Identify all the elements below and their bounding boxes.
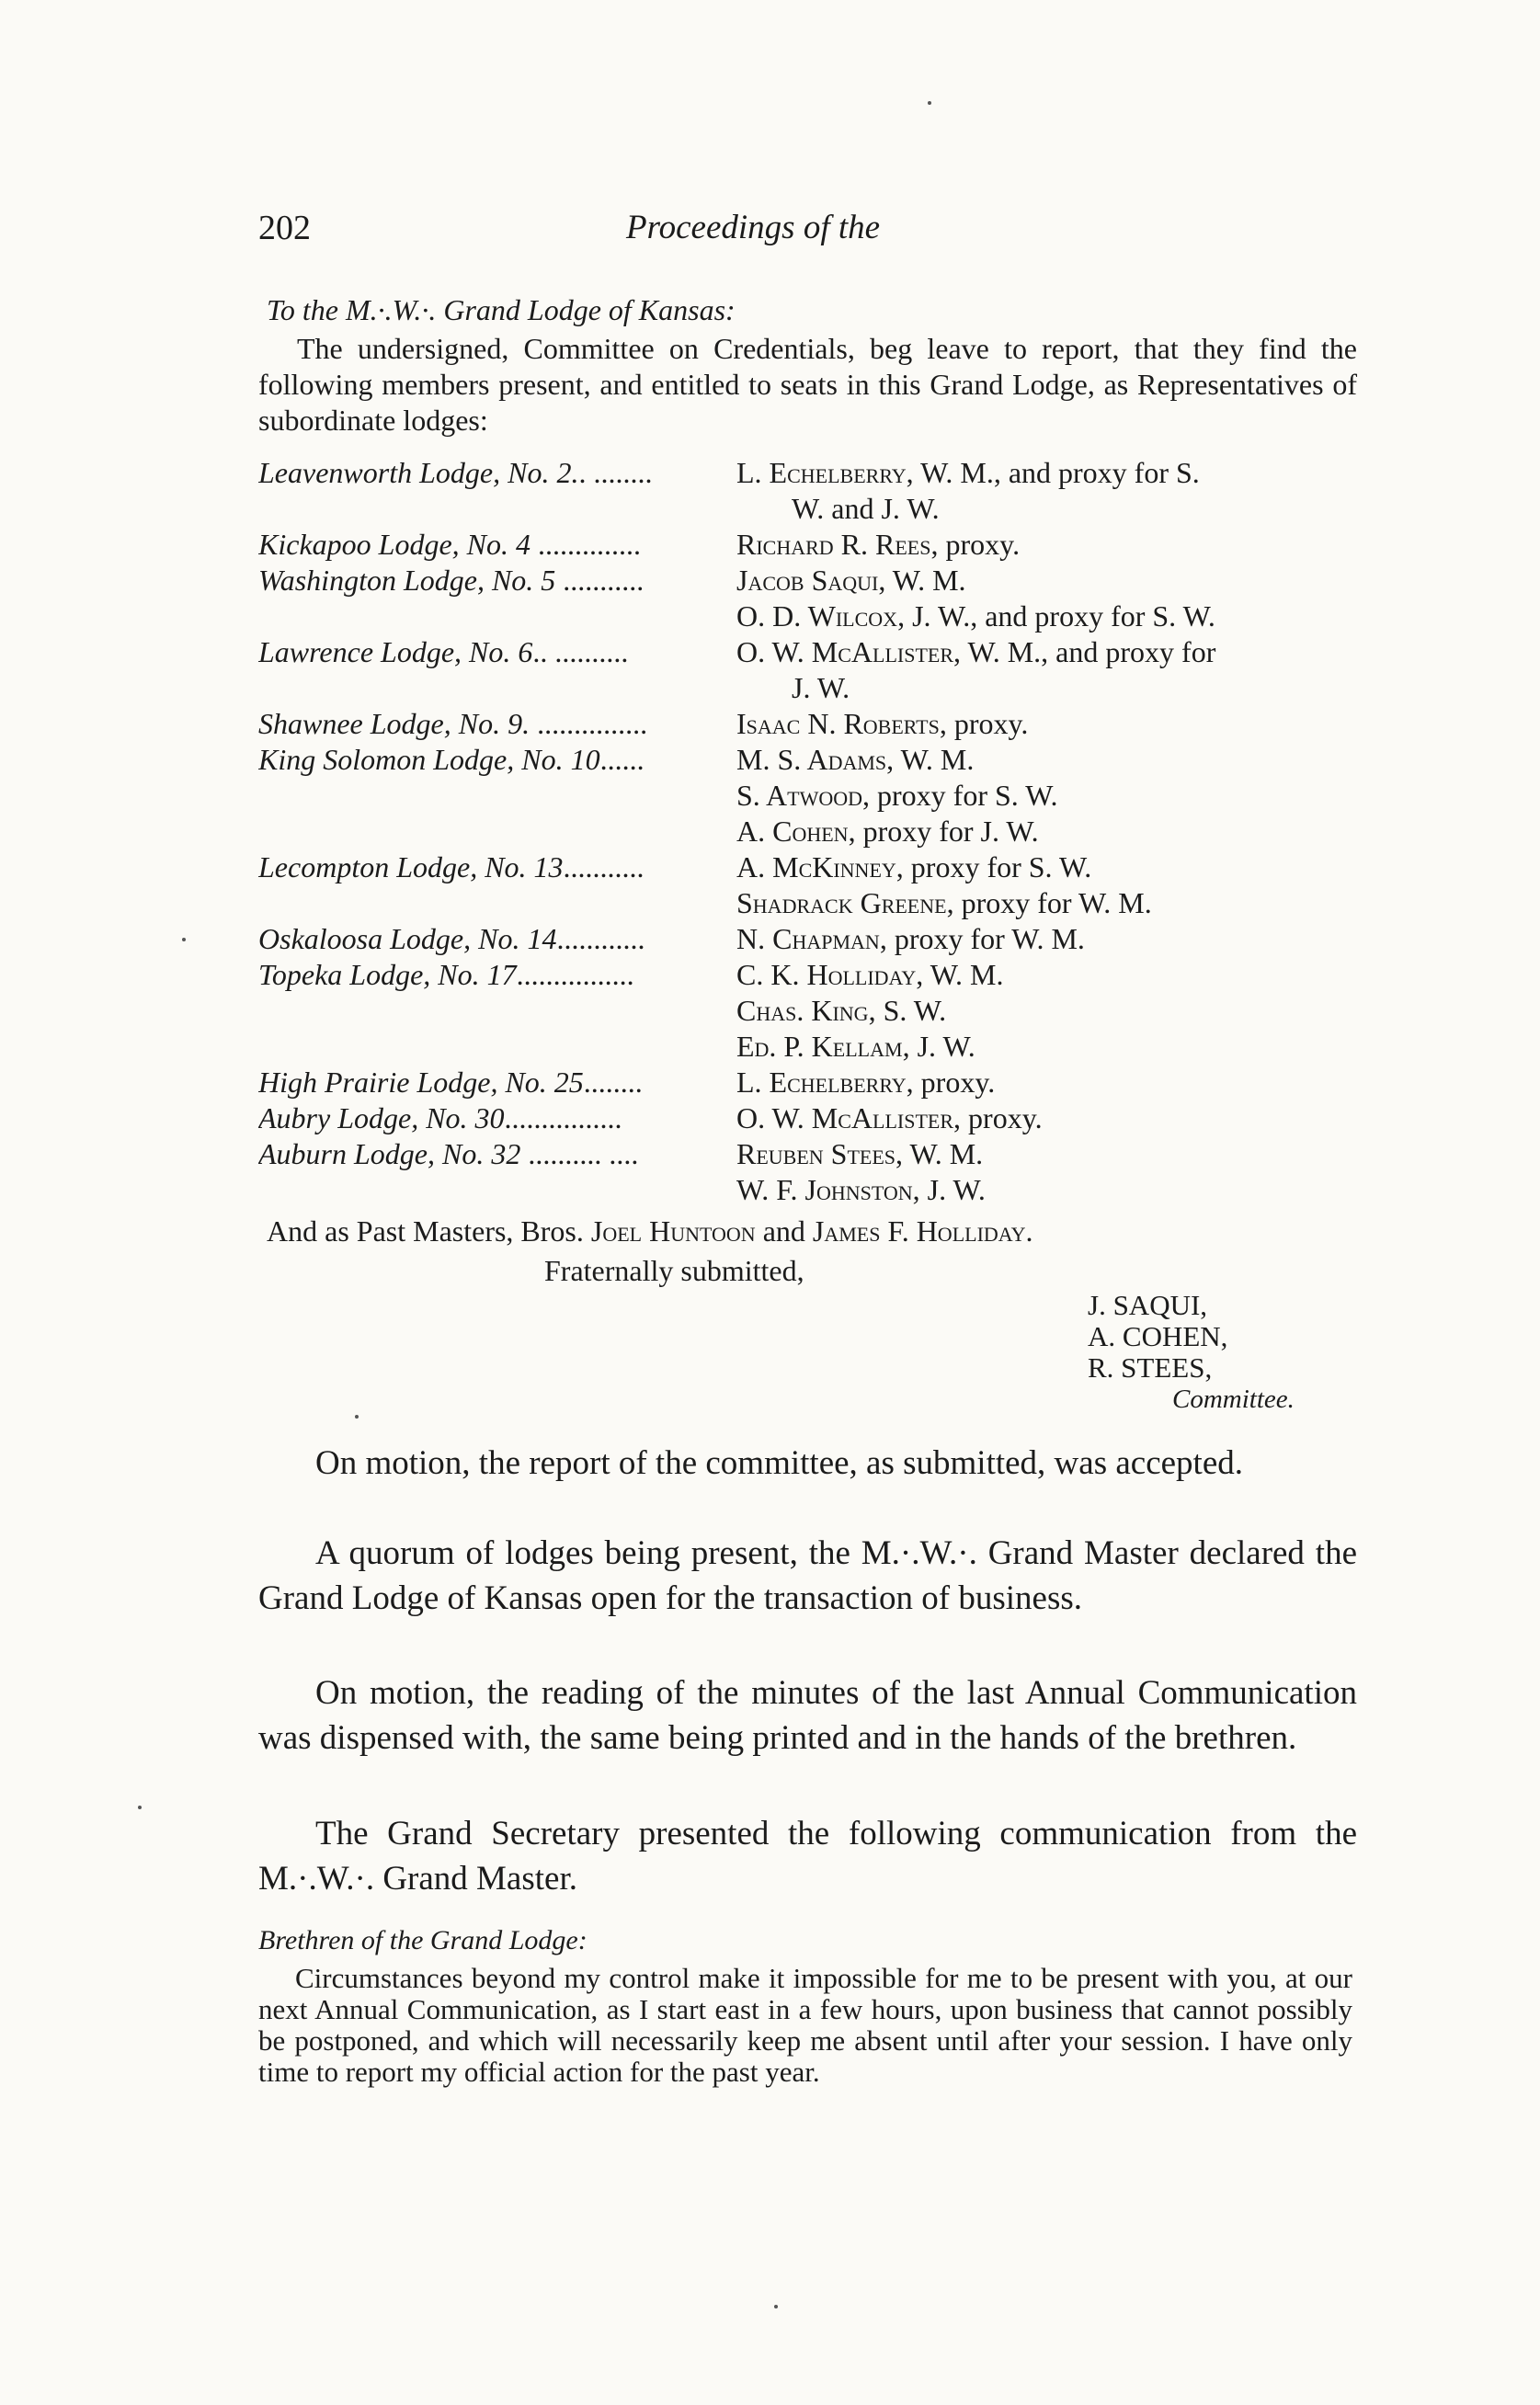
- representatives: [736, 1100, 1357, 1136]
- lodge-name: Shawnee Lodge, No. 9.: [258, 707, 530, 740]
- representative-name: Jacob Saqui: [736, 564, 879, 597]
- representative-role: , proxy.: [906, 1066, 996, 1099]
- representative-name: N. Chapman: [736, 922, 880, 955]
- representatives: [736, 563, 1357, 634]
- page-number: 202: [258, 209, 311, 247]
- lodge-row: [258, 1065, 1357, 1100]
- representative-name: A. Cohen: [736, 815, 849, 848]
- letter-body: Circumstances beyond my control make it impossible for me to be present with you, at our next Annual Communication, as I start east in a few hours, upon business that cannot possibly be postponed, and which will necessarily keep me absent until after your session. I have only time to report my official action for the past year.: [258, 1962, 1352, 2088]
- representative-role: , J. W.: [912, 1173, 986, 1206]
- representatives: [736, 1065, 1357, 1100]
- representative-name: Ed. P. Kellam: [736, 1030, 903, 1063]
- past-master-name: James F. Holliday: [812, 1214, 1026, 1248]
- lodge-row: [258, 1136, 1357, 1208]
- representative-line: [736, 1172, 1357, 1208]
- representative-role: , W. M.: [878, 564, 966, 597]
- representative-name: Isaac N. Roberts: [736, 707, 940, 740]
- representative-line: [736, 957, 1357, 993]
- leader-dots: ......: [599, 743, 645, 776]
- representative-role: J. W.: [792, 671, 850, 704]
- representative-name: Shadrack Greene: [736, 886, 947, 919]
- representative-line: [736, 921, 1357, 957]
- representative-role: , W. M.: [886, 743, 975, 776]
- lodge-name: Washington Lodge, No. 5: [258, 564, 556, 597]
- lodge-name: High Prairie Lodge, No. 25: [258, 1066, 584, 1099]
- lodge-name-cell: [258, 742, 736, 849]
- lodge-name-cell: [258, 921, 736, 957]
- running-title: Proceedings of the: [626, 209, 881, 246]
- paragraph: On motion, the report of the committee, as submitted, was accepted.: [315, 1444, 1243, 1482]
- representative-name: O. W. McAllister: [736, 1101, 954, 1134]
- representative-name: O. D. Wilcox: [736, 599, 898, 633]
- representative-name: Richard R. Rees: [736, 528, 931, 561]
- lodge-row: [258, 634, 1357, 706]
- lodge-row: [258, 527, 1357, 563]
- lodge-row: [258, 1100, 1357, 1136]
- signatures: [1088, 1290, 1227, 1384]
- lodge-name: Lawrence Lodge, No. 6: [258, 635, 533, 668]
- paragraph: A quorum of lodges being present, the M.·.W.·. Grand Master declared the Grand Lodge of Kansas open for the transaction of business.: [258, 1534, 1357, 1617]
- page-header: [258, 208, 1352, 263]
- representative-name: Reuben Stees: [736, 1137, 896, 1170]
- representative-line: [736, 563, 1357, 598]
- representative-line: [736, 778, 1357, 814]
- representative-name: O. W. McAllister: [736, 635, 954, 668]
- leader-dots: .. ..........: [532, 635, 629, 668]
- scan-speck: [928, 101, 931, 105]
- representative-line: [736, 1100, 1357, 1136]
- past-masters-end: .: [1025, 1214, 1033, 1248]
- signatory: J. SAQUI,: [1088, 1289, 1208, 1321]
- leader-dots: ................: [516, 958, 634, 991]
- lodge-name-cell: [258, 527, 736, 563]
- past-master-name: Joel Huntoon: [590, 1214, 756, 1248]
- leader-dots: ........: [583, 1066, 643, 1099]
- lodge-name-cell: [258, 849, 736, 921]
- lodge-name: King Solomon Lodge, No. 10: [258, 743, 600, 776]
- committee-label: Committee.: [1172, 1385, 1295, 1414]
- lodge-name: Lecompton Lodge, No. 13: [258, 850, 564, 883]
- representative-role: , proxy for S. W.: [862, 779, 1058, 812]
- lodge-name: Kickapoo Lodge, No. 4: [258, 528, 530, 561]
- representative-line: [736, 814, 1357, 849]
- leader-dots: ................: [504, 1101, 622, 1134]
- leader-dots: ..............: [530, 528, 641, 561]
- representatives: [736, 706, 1357, 742]
- representative-name: C. K. Holliday: [736, 958, 917, 991]
- leader-dots: ...........: [563, 850, 645, 883]
- lodge-row: [258, 455, 1357, 527]
- representative-name: A. McKinney: [736, 850, 896, 883]
- lodge-name-cell: [258, 563, 736, 634]
- lodge-name: Topeka Lodge, No. 17: [258, 958, 517, 991]
- representative-line: [736, 849, 1357, 885]
- representative-role: , J. W.: [902, 1030, 975, 1063]
- representative-line: [736, 1065, 1357, 1100]
- representative-role: , S. W.: [868, 994, 947, 1027]
- lodge-name-cell: [258, 455, 736, 527]
- representative-role: W. and J. W.: [792, 492, 940, 525]
- signatory: R. STEES,: [1088, 1351, 1213, 1384]
- representative-line: [736, 634, 1357, 670]
- representative-line: [736, 670, 1357, 706]
- leader-dots: ...........: [555, 564, 645, 597]
- representatives: [736, 634, 1357, 706]
- representative-line: [736, 1029, 1357, 1065]
- representatives: [736, 921, 1357, 957]
- representative-name: L. Echelberry: [736, 456, 907, 489]
- lodge-row: [258, 921, 1357, 957]
- report-intro: The undersigned, Committee on Credentials, beg leave to report, that they find the following members present, and entitled to seats in this Grand Lodge, as Representatives of subordinate lodges:: [258, 332, 1357, 437]
- representative-line: [736, 527, 1357, 563]
- lodge-name-cell: [258, 634, 736, 706]
- representative-role: , J. W., and proxy for S. W.: [897, 599, 1215, 633]
- scan-speck: [355, 1415, 359, 1419]
- past-masters: [267, 1214, 1352, 1249]
- lodge-name-cell: [258, 1100, 736, 1136]
- letter-salutation: Brethren of the Grand Lodge:: [258, 1925, 587, 1955]
- representative-line: [736, 491, 1357, 527]
- lodge-row: [258, 706, 1357, 742]
- lodge-row: [258, 849, 1357, 921]
- lodge-row: [258, 563, 1357, 634]
- representatives: [736, 455, 1357, 527]
- representative-line: [736, 885, 1357, 921]
- lodge-name: Leavenworth Lodge, No. 2.: [258, 456, 579, 489]
- representatives: [736, 1136, 1357, 1208]
- representatives: [736, 527, 1357, 563]
- representative-line: [736, 742, 1357, 778]
- leader-dots: .......... ....: [520, 1137, 639, 1170]
- signatory: A. COHEN,: [1088, 1320, 1228, 1352]
- representative-role: , W. M.: [916, 958, 1004, 991]
- lodge-name-cell: [258, 1136, 736, 1208]
- lodge-name: Aubry Lodge, No. 30: [258, 1101, 505, 1134]
- lodge-name: Auburn Lodge, No. 32: [258, 1137, 521, 1170]
- representative-role: , proxy for W. M.: [879, 922, 1085, 955]
- representative-role: , W. M., and proxy for: [953, 635, 1216, 668]
- representative-role: , proxy.: [930, 528, 1021, 561]
- representative-name: W. F. Johnston: [736, 1173, 913, 1206]
- lodge-row: [258, 742, 1357, 849]
- lodge-name: Oskaloosa Lodge, No. 14: [258, 922, 557, 955]
- lodge-name-cell: [258, 706, 736, 742]
- scan-speck: [138, 1806, 142, 1809]
- representative-role: , proxy for S. W.: [895, 850, 1092, 883]
- representative-name: S. Atwood: [736, 779, 863, 812]
- past-masters-prefix: And as Past Masters, Bros.: [267, 1214, 591, 1248]
- representative-line: [736, 598, 1357, 634]
- paragraph: The Grand Secretary presented the following communication from the M.·.W.·. Grand Master.: [258, 1815, 1357, 1898]
- representative-role: , proxy for W. M.: [946, 886, 1152, 919]
- lodge-name-cell: [258, 1065, 736, 1100]
- representative-name: M. S. Adams: [736, 743, 887, 776]
- representative-role: , W. M., and proxy for S.: [906, 456, 1200, 489]
- representative-role: , proxy.: [953, 1101, 1043, 1134]
- leader-dots: ...............: [530, 707, 648, 740]
- representative-role: , proxy for J. W.: [848, 815, 1039, 848]
- representatives: [736, 742, 1357, 849]
- report-address: To the M.·.W.·. Grand Lodge of Kansas:: [267, 293, 736, 326]
- representative-line: [736, 706, 1357, 742]
- leader-dots: ............: [556, 922, 645, 955]
- past-masters-and: and: [755, 1214, 813, 1248]
- lodge-row: [258, 957, 1357, 1065]
- representatives: [736, 957, 1357, 1065]
- representative-line: [736, 1136, 1357, 1172]
- closing: Fraternally submitted,: [544, 1254, 804, 1287]
- representatives: [736, 849, 1357, 921]
- representative-name: L. Echelberry: [736, 1066, 907, 1099]
- representative-role: , W. M.: [895, 1137, 984, 1170]
- representative-line: [736, 993, 1357, 1029]
- lodge-name-cell: [258, 957, 736, 1065]
- representative-role: , proxy.: [939, 707, 1029, 740]
- leader-dots: . ........: [578, 456, 653, 489]
- scan-speck: [774, 2305, 778, 2308]
- representative-line: [736, 455, 1357, 491]
- scan-speck: [182, 938, 186, 941]
- paragraph: On motion, the reading of the minutes of the last Annual Communication was dispensed with, the same being printed and in the hands of the brethren.: [258, 1674, 1357, 1757]
- representative-name: Chas. King: [736, 994, 869, 1027]
- lodge-list: [258, 455, 1357, 1208]
